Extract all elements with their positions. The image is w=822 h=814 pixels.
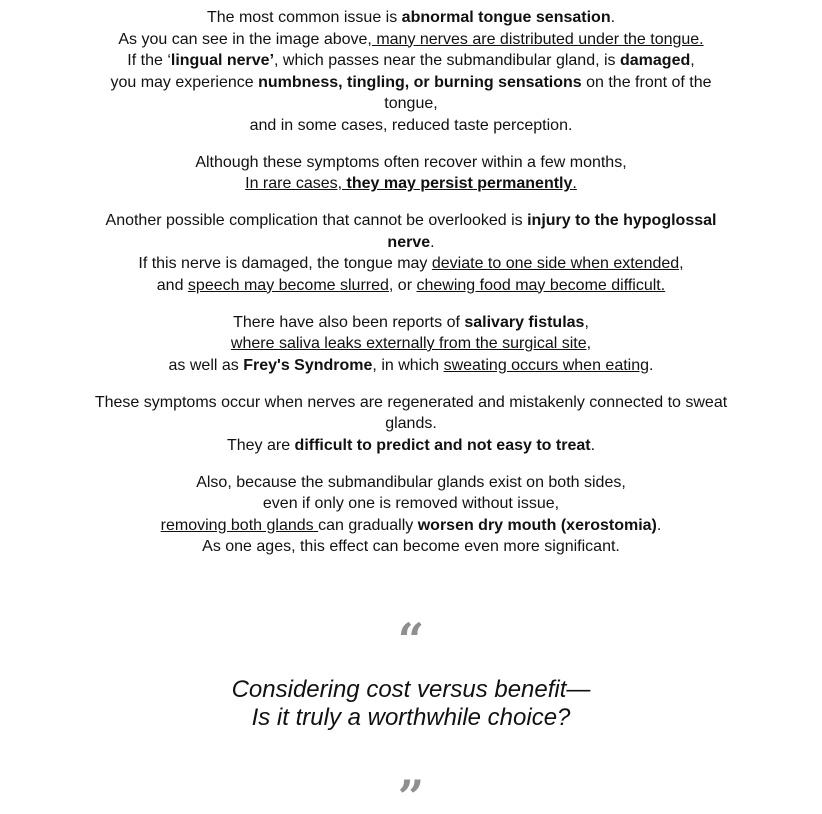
text: , which passes near the submandibular gland, is (274, 52, 620, 69)
text: as well as (168, 356, 244, 374)
pull-quote (0, 620, 822, 808)
text: , in which (372, 356, 444, 374)
emphasis-text: difficult to predict and not easy to treat (294, 436, 591, 454)
text: Also, because the submandibular glands exist on both sides, (196, 473, 626, 491)
text: , (690, 52, 695, 69)
quote-line: Considering cost versus benefit— (231, 675, 591, 703)
text: you may experience (110, 73, 259, 91)
paragraph-dry-mouth (91, 472, 731, 558)
text: The most common issue is (206, 9, 402, 26)
text: There have also been reports of (233, 313, 465, 331)
paragraph-regeneration (91, 392, 731, 457)
text: . (656, 516, 662, 534)
emphasis-text: damaged (620, 52, 691, 69)
quote-line: Is it truly a worthwhile choice? (251, 703, 571, 731)
text: They are (226, 436, 295, 454)
paragraph-hypoglossal (91, 210, 731, 296)
open-quote-icon: “ (397, 619, 425, 660)
text: and (156, 276, 188, 294)
emphasis-text: injury to the hypoglossal nerve (387, 212, 717, 251)
underlined-text: where saliva leaks externally from the surgical site, (230, 335, 592, 352)
text: If the ‘ (127, 52, 171, 69)
emphasis-text: lingual nerve’ (170, 52, 275, 69)
article-body (91, 0, 731, 558)
text: . (430, 233, 435, 251)
text: If this nerve is damaged, the tongue may (138, 255, 432, 272)
text: , or (388, 276, 417, 294)
underlined-text: , (554, 495, 560, 512)
underlined-text: chewing food may become difficult. (416, 276, 666, 294)
text: As one ages, this effect can become even more significant. (202, 538, 620, 555)
paragraph-recovery (91, 152, 731, 195)
underlined-text (245, 175, 577, 192)
text: and in some cases, reduced taste perception. (249, 116, 573, 134)
emphasis-text: they may persist permanently (346, 175, 573, 192)
text: . (590, 436, 596, 454)
text: Although these symptoms often recover within a few months, (195, 153, 627, 171)
emphasis-text: abnormal tongue sensation (401, 9, 611, 26)
text: . (610, 9, 616, 26)
text: can gradually (318, 516, 418, 534)
text: on the front of the tongue, (384, 73, 712, 112)
emphasis-text: salivary fistulas (464, 313, 585, 331)
text: , (584, 313, 589, 331)
underlined-text: removing both glands (160, 516, 319, 534)
text: These symptoms occur when nerves are regenerated and mistakenly connected to sweat glands. (94, 393, 728, 432)
text: Another possible complication that cannot be overlooked is (105, 212, 528, 229)
underlined-text: deviate to one side when extended, (431, 255, 684, 272)
close-quote-icon: ” (397, 769, 425, 808)
text: . (649, 356, 654, 374)
text: As you can see in the image above (118, 30, 368, 48)
underlined-text: speech may become slurred (187, 276, 389, 294)
quote-text (0, 676, 822, 732)
emphasis-text: Frey's Syndrome (243, 356, 373, 374)
emphasis-text: worsen dry mouth (xerostomia) (417, 516, 657, 534)
paragraph-fistula (91, 312, 731, 377)
emphasis-text: numbness, tingling, or burning sensations (258, 73, 582, 91)
text: In rare cases, (245, 175, 347, 192)
underlined-text: sweating occurs when eating (443, 356, 650, 374)
text: . (572, 175, 577, 192)
text: even if only one is removed without issue (262, 495, 555, 512)
underlined-text: , many nerves are distributed under the tongue. (367, 30, 704, 48)
paragraph-tongue-sensation (91, 7, 731, 136)
